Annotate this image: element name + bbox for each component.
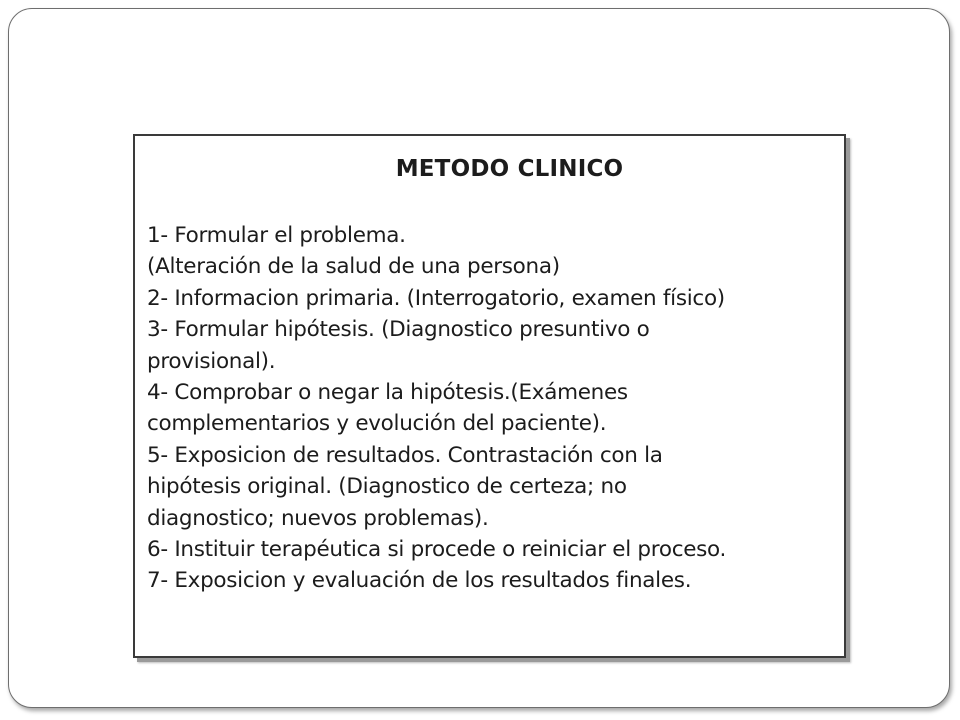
step-1-line: 1- Formular el problema. [147, 223, 406, 248]
steps-list [147, 220, 726, 597]
step-5-continuation-1: hipótesis original. (Diagnostico de certeza; no [147, 474, 627, 500]
step-5-continuation-2: diagnostico; nuevos problemas). [147, 505, 489, 531]
step-7-line: 7- Exposicion y evaluación de los resultados finales. [147, 568, 692, 594]
step-4-continuation: complementarios y evolución del paciente). [147, 411, 607, 437]
card-title: METODO CLINICO [395, 156, 624, 182]
slide-frame [8, 8, 950, 708]
step-1-detail-line: (Alteración de la salud de una persona) [147, 254, 560, 280]
step-6-line: 6- Instituir terapéutica si procede o reiniciar el proceso. [147, 537, 727, 563]
method-card [133, 134, 846, 658]
step-3-line: 3- Formular hipótesis. (Diagnostico presuntivo o [147, 317, 650, 343]
step-4-line: 4- Comprobar o negar la hipótesis.(Exámenes [147, 380, 628, 406]
step-2-line: 2- Informacion primaria. (Interrogatorio, examen físico) [147, 285, 725, 311]
step-5-line: 5- Exposicion de resultados. Contrastación con la [147, 442, 663, 468]
step-3-continuation: provisional). [147, 348, 276, 374]
